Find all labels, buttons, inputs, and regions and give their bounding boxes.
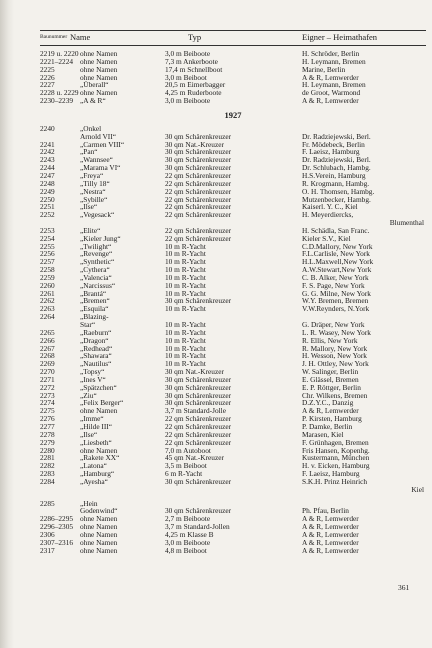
cell-typ: 30 qm Schärenkreuzer: [165, 155, 232, 165]
cell-baunummer: 2253: [40, 225, 55, 235]
cell-name: „Rakete XX“: [80, 453, 120, 463]
cell-eigner: Fris Hansen, Kopenhg.: [302, 445, 370, 455]
cell-eigner: D.Z.Y.C., Danzig: [302, 398, 354, 408]
cell-name: ohne Namen: [80, 514, 118, 524]
table-row: [40, 478, 426, 486]
cell-typ: 10 m R-Yacht: [165, 359, 206, 369]
table-row: [40, 486, 426, 494]
cell-typ: 10 m R-Yacht: [165, 249, 206, 259]
cell-baunummer: 2263: [40, 304, 55, 314]
cell-eigner: Marine, Berlin: [302, 64, 346, 74]
cell-name: „Revenge“: [80, 249, 113, 259]
cell-baunummer: 2306: [40, 529, 55, 539]
cell-eigner: F.L.Carlisle, New York: [302, 249, 370, 259]
cell-typ: 30 qm Schärenkreuzer: [165, 131, 232, 141]
cell-baunummer: 2265: [40, 327, 55, 337]
cell-typ: 22 qm Schärenkreuzer: [165, 429, 232, 439]
cell-typ: 22 qm Schärenkreuzer: [165, 421, 232, 431]
cell-eigner: R. Krogmann, Hambg.: [302, 178, 370, 188]
cell-baunummer: 2280: [40, 445, 55, 455]
cell-baunummer: 2272: [40, 382, 55, 392]
cell-baunummer: 2228 u. 2229: [40, 88, 79, 98]
cell-typ: 30 qm Schärenkreuzer: [165, 398, 232, 408]
cell-name: „Bremen“: [80, 296, 110, 306]
cell-typ: 10 m R-Yacht: [165, 265, 206, 275]
cell-name: „Marama VI“: [80, 163, 121, 173]
cell-baunummer: 2270: [40, 367, 55, 377]
table-header: [40, 30, 426, 46]
cell-eigner: F. Grünhagen, Bremen: [302, 437, 369, 447]
cell-name: „Ines V“: [80, 374, 106, 384]
cell-name: „Dragon“: [80, 335, 109, 345]
cell-typ: 30 qm Schärenkreuzer: [165, 147, 232, 157]
cell-typ: 10 m R-Yacht: [165, 335, 206, 345]
cell-typ: 6 m R-Yacht: [165, 469, 203, 479]
cell-eigner: A & R, Lemwerder: [302, 545, 359, 555]
cell-baunummer: 2285: [40, 498, 55, 508]
cell-eigner: F. Laeisz, Hamburg: [302, 469, 360, 479]
cell-typ: 3,0 m Beiboot: [165, 72, 207, 82]
cell-typ: 3,7 m Standard-Jollen: [165, 522, 230, 532]
cell-typ: 22 qm Schärenkreuzer: [165, 178, 232, 188]
cell-baunummer: 2258: [40, 265, 55, 275]
cell-eigner: P. Kirsten, Hamburg: [302, 414, 362, 424]
cell-baunummer: 2286–2295: [40, 514, 74, 524]
cell-name: „Esquila“: [80, 304, 109, 314]
cell-baunummer: 2254: [40, 233, 55, 243]
cell-name: „Hilde III“: [80, 421, 113, 431]
cell-name: „Ayesha“: [80, 476, 108, 486]
header-typ: Typ: [188, 32, 202, 42]
cell-typ: 30 qm Schärenkreuzer: [165, 476, 232, 486]
cell-baunummer: 2317: [40, 545, 55, 555]
cell-eigner: Blumenthal: [389, 218, 424, 228]
header-eigner: Eigner – Heimathafen: [302, 32, 378, 42]
cell-name: „Ilse“: [80, 202, 98, 212]
cell-eigner: H. Wesson, New York: [302, 351, 367, 361]
cell-baunummer: 2261: [40, 288, 55, 298]
cell-typ: 22 qm Schärenkreuzer: [165, 437, 232, 447]
cell-typ: 10 m R-Yacht: [165, 304, 206, 314]
cell-name: ohne Namen: [80, 64, 118, 74]
boat-list: [40, 50, 426, 554]
cell-name: ohne Namen: [80, 445, 118, 455]
cell-typ: 10 m R-Yacht: [165, 343, 206, 353]
cell-eigner: Kiel: [411, 484, 424, 494]
cell-baunummer: 2273: [40, 390, 55, 400]
cell-typ: 2,7 m Beiboote: [165, 514, 211, 524]
cell-typ: 7,3 m Ankerboote: [165, 56, 218, 66]
cell-eigner: Kaiserl. Y. C., Kiel: [302, 202, 358, 212]
cell-baunummer: 2230–2239: [40, 96, 74, 106]
cell-name: „Raeburn“: [80, 327, 112, 337]
cell-name: „Ziu“: [80, 390, 97, 400]
cell-baunummer: 2296–2305: [40, 522, 74, 532]
cell-name: „Topsy“: [80, 367, 105, 377]
cell-eigner: Mutzenbecker, Hambg.: [302, 194, 371, 204]
cell-typ: 3,0 m Beiboote: [165, 96, 211, 106]
cell-baunummer: 2248: [40, 178, 55, 188]
cell-eigner: G. G. Milne, New York: [302, 288, 371, 298]
cell-baunummer: 2264: [40, 312, 55, 322]
cell-typ: 22 qm Schärenkreuzer: [165, 194, 232, 204]
cell-eigner: V.W.Reynders, N.York: [302, 304, 370, 314]
table-row: [40, 313, 426, 321]
cell-typ: 45 qm Nat.-Kreuzer: [165, 453, 224, 463]
cell-typ: 4,25 m Klasse B: [165, 529, 214, 539]
cell-eigner: A & R, Lemwerder: [302, 529, 359, 539]
cell-name: „Valencia“: [80, 272, 112, 282]
cell-baunummer: 2219 u. 2220: [40, 49, 79, 58]
cell-eigner: de Groot, Warmond: [302, 88, 361, 98]
cell-baunummer: 2271: [40, 374, 55, 384]
cell-eigner: R. Mallory, New York: [302, 343, 368, 353]
cell-baunummer: 2274: [40, 398, 55, 408]
cell-eigner: S.K.H. Prinz Heinrich: [302, 476, 368, 486]
cell-baunummer: 2282: [40, 461, 55, 471]
cell-name: „Freya“: [80, 170, 104, 180]
cell-baunummer: 2226: [40, 72, 55, 82]
cell-baunummer: 2260: [40, 280, 55, 290]
cell-typ: 30 qm Schärenkreuzer: [165, 382, 232, 392]
cell-eigner: G. Dräper, New York: [302, 320, 365, 329]
page-spine-shadow: [0, 0, 14, 648]
cell-eigner: H.S.Verein, Hamburg: [302, 170, 366, 180]
cell-eigner: Marasen, Kiel: [302, 429, 344, 439]
cell-name: „Hamburg“: [80, 469, 115, 479]
cell-name: ohne Namen: [80, 49, 118, 58]
cell-typ: 30 qm Schärenkreuzer: [165, 163, 232, 173]
cell-eigner: W.Y. Bremen, Bremen: [302, 296, 369, 306]
cell-name: ohne Namen: [80, 537, 118, 547]
cell-typ: 30 qm Schärenkreuzer: [165, 374, 232, 384]
cell-name: ohne Namen: [80, 56, 118, 66]
cell-baunummer: 2259: [40, 272, 55, 282]
cell-name: „Carmen VIII“: [80, 139, 125, 149]
cell-baunummer: 2247: [40, 170, 55, 180]
cell-name: „Überall“: [80, 80, 109, 90]
cell-baunummer: 2269: [40, 359, 55, 369]
cell-eigner: Fr. Mödebeck, Berlin: [302, 139, 365, 149]
cell-baunummer: 2257: [40, 257, 55, 267]
cell-eigner: L. R. Wasey, New York: [302, 327, 371, 337]
cell-baunummer: 2277: [40, 421, 55, 431]
cell-typ: 10 m R-Yacht: [165, 327, 206, 337]
cell-eigner: A & R, Lemwerder: [302, 537, 359, 547]
cell-baunummer: 2225: [40, 64, 55, 74]
cell-baunummer: 2266: [40, 335, 55, 345]
header-baunummer: Baunummer: [40, 34, 68, 40]
cell-baunummer: 2249: [40, 186, 55, 196]
cell-typ: 22 qm Schärenkreuzer: [165, 186, 232, 196]
cell-typ: 30 qm Nat.-Kreuzer: [165, 139, 224, 149]
cell-typ: 10 m R-Yacht: [165, 320, 206, 329]
cell-name: „Onkel: [80, 123, 102, 133]
cell-eigner: Dr. Radziejewski, Berl.: [302, 131, 371, 141]
cell-baunummer: 2256: [40, 249, 55, 259]
cell-eigner: H. Leymann, Bremen: [302, 56, 366, 66]
cell-name: „Felix Berger“: [80, 398, 124, 408]
cell-baunummer: 2250: [40, 194, 55, 204]
cell-typ: 30 qm Schärenkreuzer: [165, 506, 232, 516]
cell-name: Star“: [80, 320, 96, 329]
cell-eigner: F. S. Page, New York: [302, 280, 365, 290]
cell-name: „Imme“: [80, 414, 104, 424]
cell-name: „A & R“: [80, 96, 106, 106]
cell-name: „Nautilus“: [80, 359, 112, 369]
cell-name: „Twilight“: [80, 241, 112, 251]
cell-typ: 22 qm Schärenkreuzer: [165, 233, 232, 243]
cell-typ: 22 qm Schärenkreuzer: [165, 225, 232, 235]
cell-typ: 10 m R-Yacht: [165, 280, 206, 290]
cell-typ: 22 qm Schärenkreuzer: [165, 414, 232, 424]
cell-eigner: W. Salinger, Berlin: [302, 367, 359, 377]
year-heading: 1927: [224, 109, 242, 120]
cell-name: ohne Namen: [80, 545, 118, 555]
cell-name: „Vegesack“: [80, 210, 115, 220]
table-row: [40, 196, 426, 204]
cell-typ: 3,7 m Standard-Jolle: [165, 406, 226, 416]
cell-baunummer: 2262: [40, 296, 55, 306]
cell-name: „Elite“: [80, 225, 101, 235]
cell-eigner: E. Glässel, Bremen: [302, 374, 359, 384]
cell-typ: 3,5 m Beiboot: [165, 461, 207, 471]
table-row: [40, 423, 426, 431]
cell-typ: 7,0 m Autoboot: [165, 445, 211, 455]
cell-typ: 4,8 m Beiboot: [165, 545, 207, 555]
cell-name: „Shawara“: [80, 351, 112, 361]
table-row: [40, 547, 426, 555]
table-row: [40, 211, 426, 219]
cell-eigner: J. H. Ottley, New York: [302, 359, 369, 369]
cell-eigner: H. Schädla, San Franc.: [302, 225, 370, 235]
cell-typ: 3,0 m Beiboote: [165, 49, 211, 58]
cell-name: „Hein: [80, 498, 98, 508]
cell-baunummer: 2268: [40, 351, 55, 361]
cell-name: „Latona“: [80, 461, 107, 471]
cell-baunummer: 2255: [40, 241, 55, 251]
cell-eigner: Ph. Pfau, Berlin: [302, 506, 349, 516]
cell-baunummer: 2240: [40, 123, 55, 133]
cell-eigner: A & R, Lemwerder: [302, 72, 359, 82]
cell-typ: 20,5 m Eimerbagger: [165, 80, 226, 90]
cell-typ: 10 m R-Yacht: [165, 257, 206, 267]
cell-name: „Brantá“: [80, 288, 107, 298]
cell-baunummer: 2284: [40, 476, 55, 486]
cell-name: „Liesbeth“: [80, 437, 112, 447]
cell-name: „Cythera“: [80, 265, 110, 275]
cell-name: ohne Namen: [80, 88, 118, 98]
table-row: [40, 141, 426, 149]
cell-typ: 10 m R-Yacht: [165, 241, 206, 251]
cell-eigner: F. Laeisz, Hamburg: [302, 147, 360, 157]
cell-eigner: A & R, Lemwerder: [302, 522, 359, 532]
cell-eigner: C. B. Alker, New York: [302, 272, 369, 282]
cell-name: „Kieler Jung“: [80, 233, 121, 243]
cell-baunummer: 2276: [40, 414, 55, 424]
cell-typ: 10 m R-Yacht: [165, 288, 206, 298]
cell-eigner: E. P. Röttger, Berlin: [302, 382, 361, 392]
page-number: 361: [398, 583, 410, 592]
cell-eigner: H. Leymann, Bremen: [302, 80, 366, 90]
cell-eigner: H. Schröder, Berlin: [302, 49, 360, 58]
table-row: [40, 384, 426, 392]
cell-baunummer: 2279: [40, 437, 55, 447]
cell-name: „Nestra“: [80, 186, 106, 196]
cell-name: „Sybille“: [80, 194, 108, 204]
cell-name: „Blazing-: [80, 312, 109, 322]
cell-eigner: Kieler S.V., Kiel: [302, 233, 351, 243]
cell-typ: 17,4 m Schnellboot: [165, 64, 223, 74]
cell-baunummer: 2221–2224: [40, 56, 74, 66]
cell-typ: 22 qm Schärenkreuzer: [165, 202, 232, 212]
cell-name: Arnold VII“: [80, 131, 116, 141]
cell-name: „Pan“: [80, 147, 98, 157]
cell-typ: 10 m R-Yacht: [165, 272, 206, 282]
cell-name: Godenwind“: [80, 506, 118, 516]
cell-typ: 30 qm Schärenkreuzer: [165, 296, 232, 306]
cell-baunummer: 2278: [40, 429, 55, 439]
cell-eigner: R. Ellis, New York: [302, 335, 358, 345]
cell-baunummer: 2244: [40, 163, 55, 173]
cell-baunummer: 2241: [40, 139, 55, 149]
table-row: [40, 97, 426, 105]
cell-name: „Narcissus“: [80, 280, 116, 290]
cell-eigner: H. v. Eicken, Hamburg: [302, 461, 370, 471]
cell-baunummer: 2283: [40, 469, 55, 479]
cell-eigner: Dr. Radziejewski, Berl.: [302, 155, 371, 165]
cell-baunummer: 2242: [40, 147, 55, 157]
cell-typ: 22 qm Schärenkreuzer: [165, 170, 232, 180]
cell-eigner: H.L.Maxwell,New York: [302, 257, 374, 267]
cell-eigner: H. Meyerdiercks,: [302, 210, 354, 220]
cell-name: „Spätzchen“: [80, 382, 117, 392]
cell-name: „Wannsee“: [80, 155, 113, 165]
cell-name: „Redhead“: [80, 343, 113, 353]
cell-baunummer: 2275: [40, 406, 55, 416]
cell-name: „Tilly 18“: [80, 178, 110, 188]
cell-eigner: A & R, Lemwerder: [302, 514, 359, 524]
cell-baunummer: 2252: [40, 210, 55, 220]
cell-name: „Synthetic“: [80, 257, 115, 267]
cell-typ: 22 qm Schärenkreuzer: [165, 210, 232, 220]
cell-name: ohne Namen: [80, 522, 118, 532]
cell-name: ohne Namen: [80, 529, 118, 539]
cell-eigner: Dr. Schlubach, Hambg.: [302, 163, 371, 173]
cell-typ: 3,0 m Beiboote: [165, 537, 211, 547]
cell-baunummer: 2281: [40, 453, 55, 463]
cell-eigner: A.W.Stewart,New York: [302, 265, 372, 275]
cell-name: ohne Namen: [80, 72, 118, 82]
cell-eigner: Chr. Wilkens, Bremen: [302, 390, 368, 400]
cell-baunummer: 2307–2316: [40, 537, 74, 547]
cell-baunummer: 2227: [40, 80, 55, 90]
cell-name: „Ilse“: [80, 429, 98, 439]
cell-eigner: C.D.Mallory, New York: [302, 241, 373, 251]
cell-typ: 30 qm Nat.-Kreuzer: [165, 367, 224, 377]
cell-eigner: A & R, Lemwerder: [302, 96, 359, 106]
cell-baunummer: 2251: [40, 202, 55, 212]
cell-eigner: A & R, Lemwerder: [302, 406, 359, 416]
header-name: Name: [70, 32, 91, 42]
cell-typ: 4,25 m Ruderboote: [165, 88, 222, 98]
cell-eigner: Kustermann, München: [302, 453, 370, 463]
cell-baunummer: 2243: [40, 155, 55, 165]
cell-baunummer: 2267: [40, 343, 55, 353]
cell-typ: 30 qm Schärenkreuzer: [165, 390, 232, 400]
cell-typ: 10 m R-Yacht: [165, 351, 206, 361]
cell-name: ohne Namen: [80, 406, 118, 416]
cell-eigner: O. H. Thomsen, Hambg.: [302, 186, 375, 196]
cell-eigner: P. Damke, Berlin: [302, 421, 353, 431]
